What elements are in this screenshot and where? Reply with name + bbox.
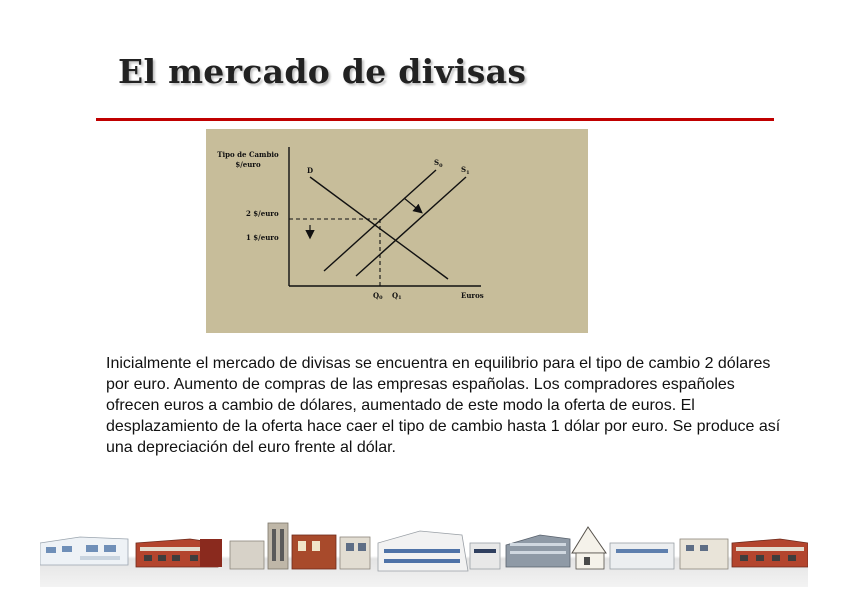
q0-label: Q0 <box>373 291 383 301</box>
supply-s1-label: $S_1$ <box>461 165 470 176</box>
buildings-strip-art <box>40 513 808 587</box>
tick-label-2: 2 $/euro <box>246 209 279 218</box>
slide-paragraph: Inicialmente el mercado de divisas se encuentra en equilibrio para el tipo de cambio 2 dólares por euro. Aumento de compras de las empresas españolas. Los compradores españoles ofrecen euros a cambio de dólares, aumentado de este modo la oferta de euros. El desplazamiento de la oferta hace caer el tipo de cambio hasta 1 dólar por euro. Se produce así una depreciación del euro frente al dólar. <box>106 355 781 456</box>
x-axis-label: Euros <box>461 291 484 300</box>
title-rule <box>96 118 774 121</box>
diagram-svg <box>206 129 588 333</box>
q1-label: Q1 <box>392 291 402 301</box>
exchange-market-diagram <box>206 129 588 333</box>
demand-curve <box>310 177 448 279</box>
buildings-strip-icon <box>40 513 808 587</box>
demand-label: D <box>307 166 314 175</box>
slide-title: El mercado de divisas <box>118 52 527 91</box>
y-axis-label-line1: Tipo de Cambio <box>217 150 279 159</box>
tick-label-1: 1 $/euro <box>246 233 279 242</box>
y-axis-label-line2: $/euro <box>235 160 261 169</box>
supply-shift-arrow <box>404 198 421 212</box>
supply-s0-label: $S_0$ <box>434 158 443 169</box>
